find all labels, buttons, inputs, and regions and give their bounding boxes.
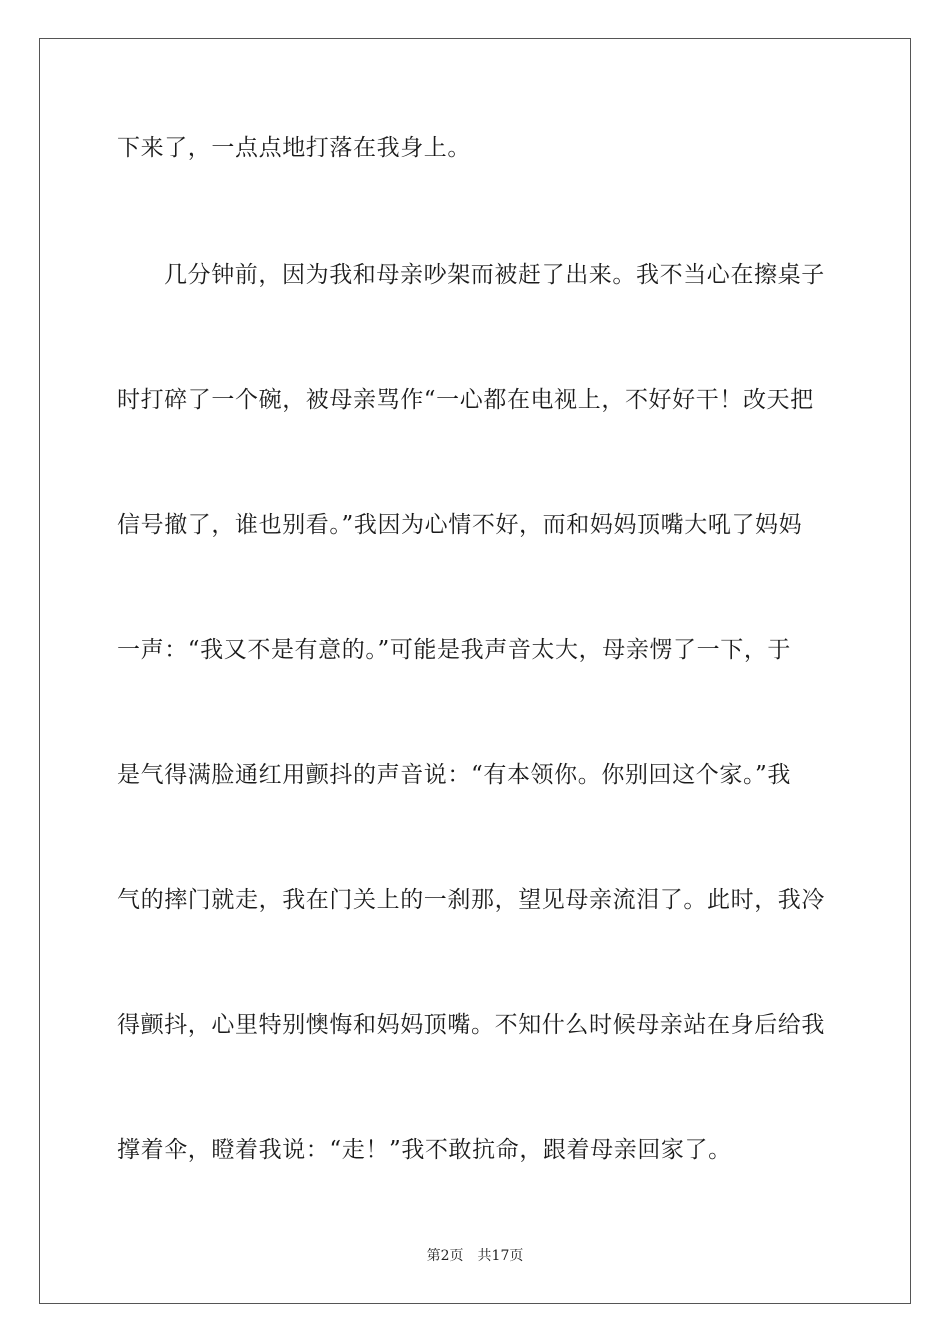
page-frame <box>39 38 911 1304</box>
page-number: 第2页 <box>426 1248 464 1264</box>
text-line-1: 下来了，一点点地打落在我身上。 <box>117 135 471 161</box>
text-line-7: 气的摔门就走，我在门关上的一刹那，望见母亲流泪了。此时，我冷 <box>117 887 825 913</box>
text-line-5: 一声：“我又不是有意的。”可能是我声音太大，母亲愣了一下，于 <box>117 637 792 663</box>
page-footer <box>0 1247 950 1265</box>
text-line-6: 是气得满脸通红用颤抖的声音说：“有本领你。你别回这个家。”我 <box>117 762 792 788</box>
text-line-4: 信号撤了，谁也别看。”我因为心情不好，而和妈妈顶嘴大吼了妈妈 <box>117 512 803 538</box>
text-line-9: 撑着伞，瞪着我说：“走！”我不敢抗命，跟着母亲回家了。 <box>117 1137 732 1163</box>
text-line-8: 得颤抖，心里特别懊悔和妈妈顶嘴。不知什么时候母亲站在身后给我 <box>117 1012 825 1038</box>
text-line-3: 时打碎了一个碗，被母亲骂作“一心都在电视上，不好好干！改天把 <box>117 387 814 413</box>
text-line-2: 几分钟前，因为我和母亲吵架而被赶了出来。我不当心在擦桌子 <box>164 262 825 288</box>
page-total: 共17页 <box>477 1248 524 1264</box>
